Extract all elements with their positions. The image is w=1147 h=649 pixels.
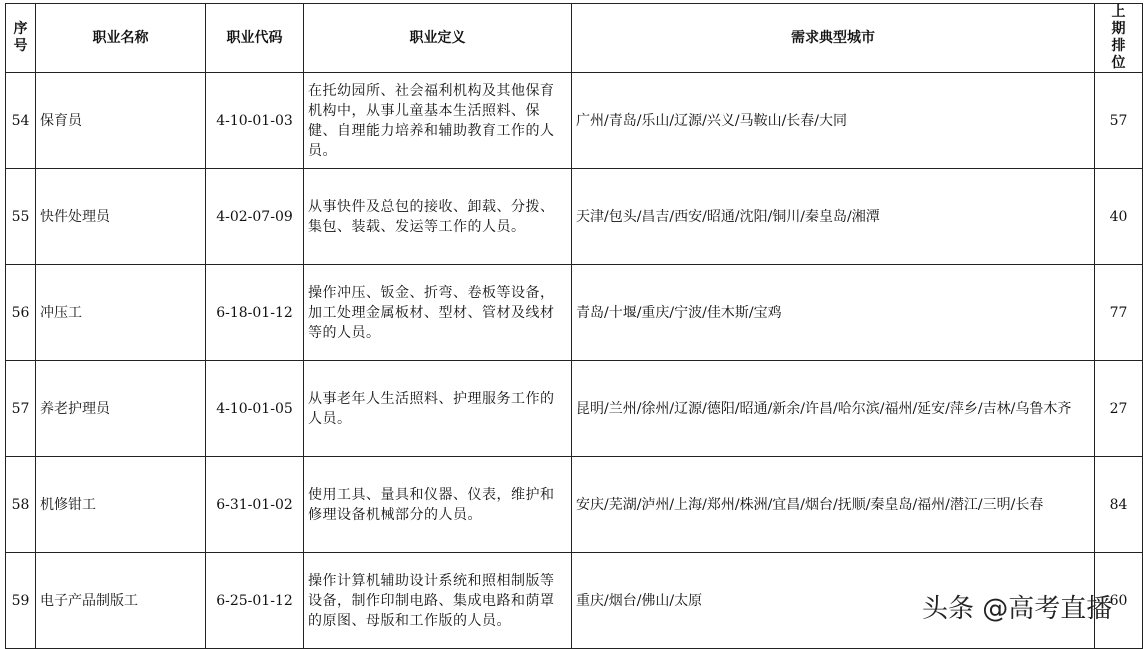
row-occupation-name: 机修钳工	[36, 457, 206, 553]
row-prev-rank: 40	[1095, 169, 1143, 265]
row-occupation-code: 6-31-01-02	[206, 457, 304, 553]
row-definition: 从事老年人生活照料、护理服务工作的人员。	[304, 361, 572, 457]
row-definition: 操作冲压、钣金、折弯、卷板等设备，加工处理金属板材、型材、管材及线材等的人员。	[304, 265, 572, 361]
row-prev-rank: 77	[1095, 265, 1143, 361]
row-prev-rank: 84	[1095, 457, 1143, 553]
row-cities: 安庆/芜湖/泸州/上海/郑州/株洲/宜昌/烟台/抚顺/秦皇岛/福州/潜江/三明/长春	[572, 457, 1095, 553]
header-seq: 序号	[6, 4, 36, 73]
row-seq: 57	[6, 361, 36, 457]
row-cities: 重庆/烟台/佛山/太原	[572, 553, 1095, 649]
row-definition: 操作计算机辅助设计系统和照相制版等设备，制作印制电路、集成电路和荫罩的原图、母版和工作版的人员。	[304, 553, 572, 649]
table-row	[6, 265, 1143, 361]
row-prev-rank: 27	[1095, 361, 1143, 457]
row-seq: 56	[6, 265, 36, 361]
watermark: 头条 @高考直播	[922, 594, 1113, 624]
row-cities: 昆明/兰州/徐州/辽源/德阳/昭通/新余/许昌/哈尔滨/福州/延安/萍乡/吉林/乌鲁木齐	[572, 361, 1095, 457]
table-row	[6, 457, 1143, 553]
row-cities: 天津/包头/昌吉/西安/昭通/沈阳/铜川/秦皇岛/湘潭	[572, 169, 1095, 265]
row-occupation-code: 4-10-01-05	[206, 361, 304, 457]
row-occupation-code: 6-18-01-12	[206, 265, 304, 361]
header-cities: 需求典型城市	[572, 4, 1095, 73]
row-occupation-name: 冲压工	[36, 265, 206, 361]
table-row	[6, 169, 1143, 265]
row-occupation-name: 快件处理员	[36, 169, 206, 265]
row-prev-rank: 57	[1095, 73, 1143, 169]
header-name: 职业名称	[36, 4, 206, 73]
row-occupation-code: 4-10-01-03	[206, 73, 304, 169]
table-row	[6, 361, 1143, 457]
row-seq: 54	[6, 73, 36, 169]
row-cities: 广州/青岛/乐山/辽源/兴义/马鞍山/长春/大同	[572, 73, 1095, 169]
occupation-table	[5, 3, 1143, 649]
row-prev-rank: 60	[1095, 553, 1143, 649]
row-seq: 58	[6, 457, 36, 553]
row-definition: 从事快件及总包的接收、卸载、分拨、集包、装载、发运等工作的人员。	[304, 169, 572, 265]
header-prev-rank: 上期排位	[1095, 4, 1143, 73]
row-seq: 59	[6, 553, 36, 649]
header-code: 职业代码	[206, 4, 304, 73]
row-definition: 在托幼园所、社会福利机构及其他保育机构中，从事儿童基本生活照料、保健、自理能力培养和辅助教育工作的人员。	[304, 73, 572, 169]
table-row	[6, 73, 1143, 169]
row-occupation-code: 4-02-07-09	[206, 169, 304, 265]
row-occupation-name: 养老护理员	[36, 361, 206, 457]
table-header-row	[6, 4, 1143, 73]
row-occupation-name: 电子产品制版工	[36, 553, 206, 649]
row-seq: 55	[6, 169, 36, 265]
row-cities: 青岛/十堰/重庆/宁波/佳木斯/宝鸡	[572, 265, 1095, 361]
row-occupation-code: 6-25-01-12	[206, 553, 304, 649]
row-occupation-name: 保育员	[36, 73, 206, 169]
header-definition: 职业定义	[304, 4, 572, 73]
row-definition: 使用工具、量具和仪器、仪表，维护和修理设备机械部分的人员。	[304, 457, 572, 553]
